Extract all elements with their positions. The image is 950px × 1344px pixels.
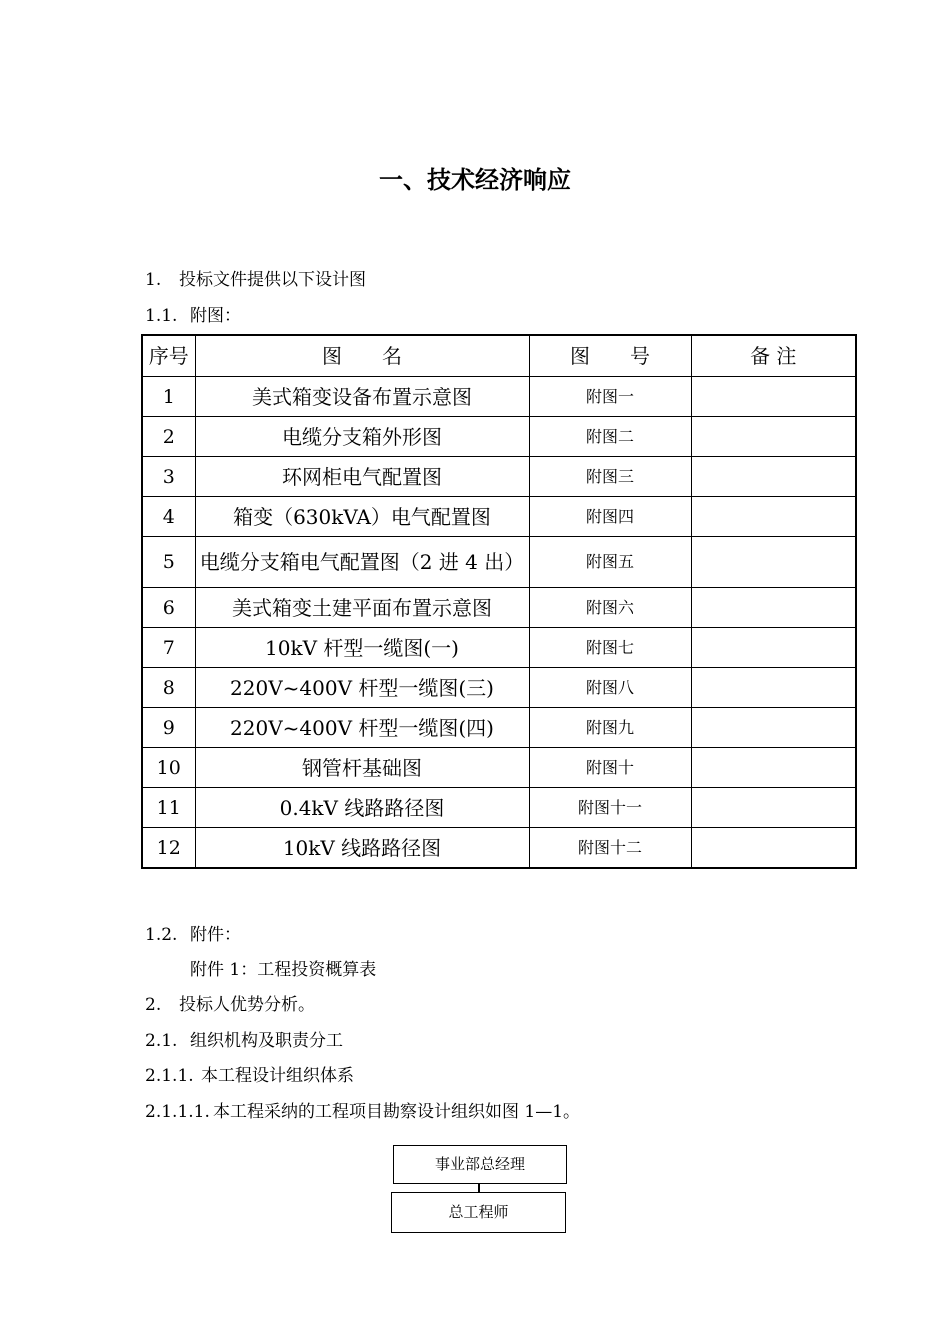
- row-drawing-name: 美式箱变土建平面布置示意图: [195, 588, 529, 628]
- row-note: [691, 588, 856, 628]
- section-1: [145, 265, 366, 290]
- row-drawing-name: 电缆分支箱外形图: [195, 417, 529, 457]
- table-row: [142, 828, 856, 869]
- row-note: [691, 708, 856, 748]
- table-row: [142, 588, 856, 628]
- section-number: 2.1.1.: [145, 1066, 194, 1086]
- row-drawing-name: 220V~400V 杆型一缆图(三): [195, 668, 529, 708]
- row-note: [691, 497, 856, 537]
- table-header-row: [142, 335, 856, 377]
- org-box-chief-engineer: 总工程师: [391, 1192, 566, 1233]
- table-row: [142, 537, 856, 588]
- table-row: [142, 377, 856, 417]
- row-figure-number: 附图四: [529, 497, 691, 537]
- row-figure-number: 附图十: [529, 748, 691, 788]
- drawing-list-table: [141, 334, 857, 869]
- org-box-general-manager: 事业部总经理: [393, 1145, 567, 1184]
- row-seq: 1: [142, 377, 195, 417]
- row-figure-number: 附图一: [529, 377, 691, 417]
- section-number: 1.2.: [145, 925, 178, 945]
- row-note: [691, 788, 856, 828]
- row-drawing-name: 环网柜电气配置图: [195, 457, 529, 497]
- row-note: [691, 417, 856, 457]
- row-seq: 5: [142, 537, 195, 588]
- section-1-2: [145, 920, 241, 945]
- table-row: [142, 457, 856, 497]
- row-seq: 2: [142, 417, 195, 457]
- section-number: 1.: [145, 270, 162, 290]
- row-drawing-name: 0.4kV 线路路径图: [195, 788, 529, 828]
- row-figure-number: 附图十一: [529, 788, 691, 828]
- row-seq: 11: [142, 788, 195, 828]
- table-row: [142, 497, 856, 537]
- row-seq: 7: [142, 628, 195, 668]
- row-drawing-name: 10kV 杆型一缆图(一): [195, 628, 529, 668]
- section-text: 本工程采纳的工程项目勘察设计组织如图 1—1。: [213, 1102, 581, 1122]
- section-number: 2.1.: [145, 1031, 178, 1051]
- attachment-item: 附件 1：工程投资概算表: [190, 960, 377, 980]
- section-2: [145, 990, 315, 1015]
- row-note: [691, 668, 856, 708]
- row-drawing-name: 钢管杆基础图: [195, 748, 529, 788]
- row-figure-number: 附图七: [529, 628, 691, 668]
- row-note: [691, 628, 856, 668]
- header-figure-number: 图 号: [529, 335, 691, 377]
- section-2-1-1: [145, 1061, 354, 1086]
- row-seq: 3: [142, 457, 195, 497]
- section-text: 投标文件提供以下设计图: [179, 270, 366, 290]
- table-row: [142, 628, 856, 668]
- row-note: [691, 457, 856, 497]
- row-figure-number: 附图五: [529, 537, 691, 588]
- table-row: [142, 417, 856, 457]
- row-drawing-name: 箱变（630kVA）电气配置图: [195, 497, 529, 537]
- header-note: 备 注: [691, 335, 856, 377]
- row-seq: 6: [142, 588, 195, 628]
- row-note: [691, 828, 856, 869]
- section-2-1: [145, 1026, 343, 1051]
- section-text: 附件：: [190, 925, 241, 945]
- table-row: [142, 788, 856, 828]
- row-drawing-name: 10kV 线路路径图: [195, 828, 529, 869]
- row-figure-number: 附图六: [529, 588, 691, 628]
- row-note: [691, 377, 856, 417]
- section-number: 2.: [145, 995, 162, 1015]
- section-number: 1.1.: [145, 306, 178, 326]
- page-title: 一、技术经济响应: [379, 166, 571, 194]
- row-figure-number: 附图三: [529, 457, 691, 497]
- row-figure-number: 附图九: [529, 708, 691, 748]
- row-seq: 4: [142, 497, 195, 537]
- row-figure-number: 附图八: [529, 668, 691, 708]
- row-figure-number: 附图二: [529, 417, 691, 457]
- table-row: [142, 708, 856, 748]
- section-text: 组织机构及职责分工: [190, 1031, 343, 1051]
- table-row: [142, 748, 856, 788]
- row-drawing-name: 220V~400V 杆型一缆图(四): [195, 708, 529, 748]
- row-seq: 8: [142, 668, 195, 708]
- section-text: 本工程设计组织体系: [201, 1066, 354, 1086]
- row-seq: 9: [142, 708, 195, 748]
- table-row: [142, 668, 856, 708]
- section-number: 2.1.1.1.: [145, 1102, 210, 1122]
- row-seq: 10: [142, 748, 195, 788]
- row-drawing-name: 美式箱变设备布置示意图: [195, 377, 529, 417]
- row-note: [691, 537, 856, 588]
- section-text: 附图：: [190, 306, 241, 326]
- row-figure-number: 附图十二: [529, 828, 691, 869]
- section-1-1: [145, 301, 241, 326]
- row-seq: 12: [142, 828, 195, 869]
- row-note: [691, 748, 856, 788]
- section-2-1-1-1: [145, 1097, 580, 1122]
- row-drawing-name: 电缆分支箱电气配置图（2 进 4 出）: [195, 537, 529, 588]
- section-text: 投标人优势分析。: [179, 995, 315, 1015]
- header-seq: 序号: [142, 335, 195, 377]
- header-name: 图 名: [195, 335, 529, 377]
